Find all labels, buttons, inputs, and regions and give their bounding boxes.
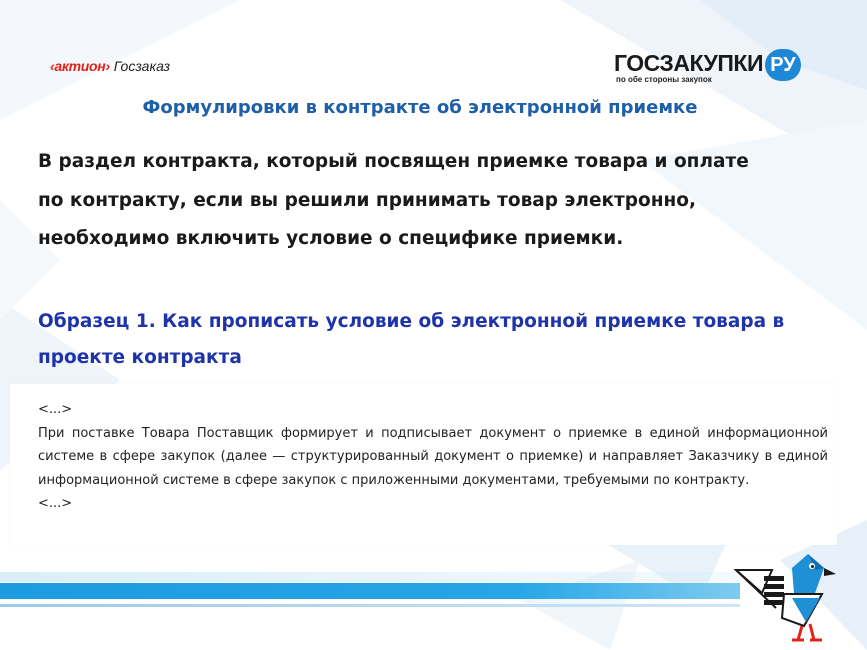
- excerpt-close-marker: <...>: [38, 496, 73, 511]
- slide-title: Формулировки в контракте об электронной приемке: [142, 97, 698, 118]
- footer-line: [0, 604, 740, 607]
- aktion-logo: [50, 58, 170, 74]
- aktion-product: Госзаказ: [113, 58, 171, 74]
- excerpt-text: При поставке Товара Поставщик формирует и подписывает документ о приемке в единой информационной системе в сфере закупок (далее — структурированный документ о приемке) и направляет Заказчику в единой информационной системе в сфере закупок с приложенными документами, требуемыми по контракту.: [38, 425, 828, 488]
- goszakupki-tagline: по обе стороны закупок: [616, 75, 712, 84]
- footer-stripe: [0, 583, 740, 599]
- contract-excerpt: [10, 384, 837, 545]
- sample-heading: Образец 1. Как прописать условие об электронной приемке товара в проекте контракта: [38, 311, 785, 368]
- aktion-brand: ‹актион›: [50, 58, 110, 74]
- ru-badge: РУ: [765, 49, 801, 81]
- intro-paragraph: В раздел контракта, который посвящен приемке товара и оплате по контракту, если вы решили принимать товар электронно, необходимо включить условие о специфике приемки.: [38, 151, 749, 249]
- footer-stripe-light: [0, 572, 740, 582]
- origami-bird-icon: [732, 548, 842, 643]
- goszakupki-name: ГОСЗАКУПКИ: [614, 50, 763, 76]
- goszakupki-logo: [614, 50, 801, 84]
- excerpt-open-marker: <...>: [38, 402, 73, 417]
